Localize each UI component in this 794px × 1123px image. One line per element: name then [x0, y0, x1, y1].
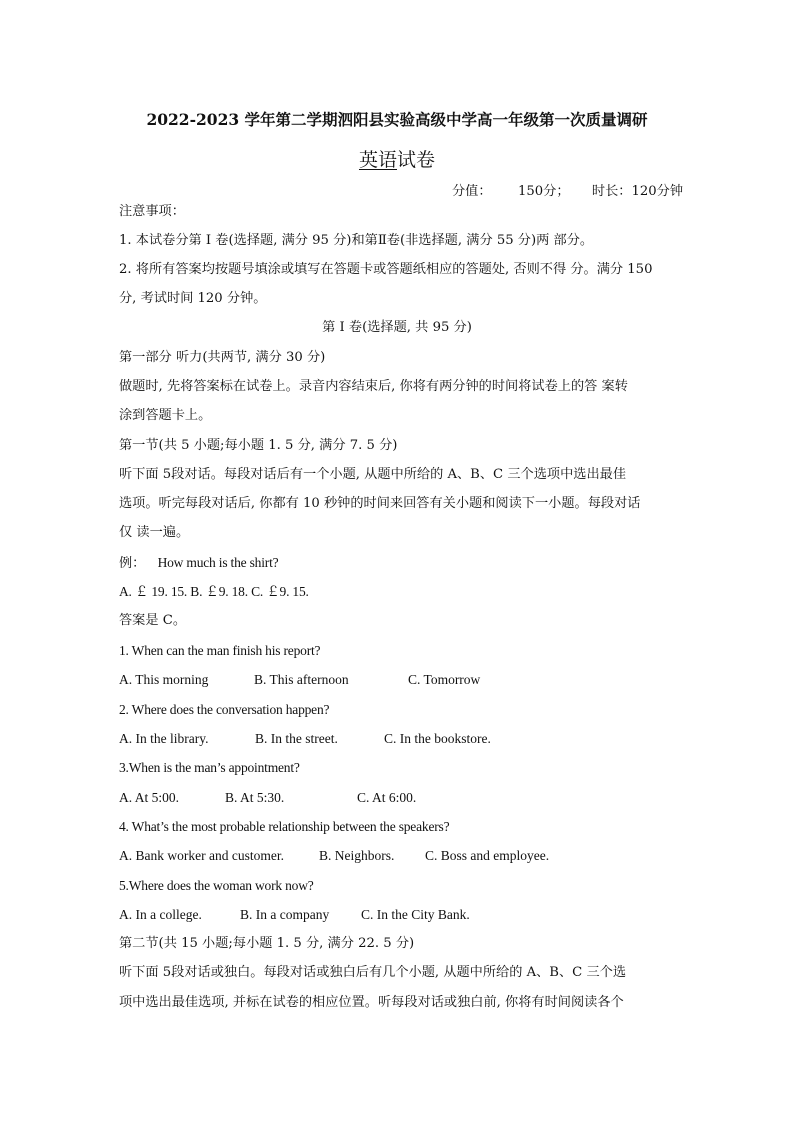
part1-heading: 第一部分 听力(共两节, 满分 30 分)	[119, 350, 326, 365]
q1-option-c[interactable]: C. Tomorrow	[408, 672, 481, 687]
example-answer: 答案是 C。	[119, 613, 187, 628]
q3-option-a[interactable]: A. At 5:00.	[119, 790, 180, 805]
notice-item-2-line-1: 2. 将所有答案均按题号填涂或填写在答题卡或答题纸相应的答题处, 否则不得 分。满分 150	[119, 262, 653, 277]
section1-intro-line-3: 仅 读一遍。	[119, 525, 190, 540]
exam-title: 2022-2023 学年第二学期泗阳县实验高级中学高一年级第一次质量调研	[146, 110, 648, 129]
section1-heading: 第一节(共 5 小题;每小题 1. 5 分, 满分 7. 5 分)	[119, 438, 398, 453]
subject-underlined: 英语	[358, 149, 397, 171]
subject-rest: 试卷	[397, 149, 436, 171]
question-5: 5.Where does the woman work now?	[119, 878, 314, 893]
part1-intro-line-2: 涂到答题卡上。	[119, 408, 212, 423]
q5-option-c[interactable]: C. In the City Bank.	[361, 907, 470, 922]
q1-option-b[interactable]: B. This afternoon	[254, 672, 349, 687]
example-question: How much is the shirt?	[157, 555, 279, 570]
notice-item-2-line-2: 分, 考试时间 120 分钟。	[119, 291, 267, 306]
score-label: 分值：	[452, 184, 492, 199]
example-line	[119, 554, 278, 573]
q4-option-a[interactable]: A. Bank worker and customer.	[119, 848, 284, 863]
section2-heading: 第二节(共 15 小题;每小题 1. 5 分, 满分 22. 5 分)	[119, 936, 415, 951]
section2-intro-line-2: 项中选出最佳选项, 并标在试卷的相应位置。听每段对话或独白前, 你将有时间阅读各个	[119, 995, 624, 1010]
example-label: 例：	[119, 556, 146, 571]
q2-option-c[interactable]: C. In the bookstore.	[384, 731, 491, 746]
q4-option-c[interactable]: C. Boss and employee.	[425, 848, 550, 863]
question-4: 4. What’s the most probable relationship between the speakers?	[119, 819, 450, 834]
question-3: 3.When is the man’s appointment?	[119, 760, 300, 775]
section2-intro-line-1: 听下面 5段对话或独白。每段对话或独白后有几个小题, 从题中所给的 A、B、C 三个选	[119, 965, 627, 980]
section1-intro-line-2: 选项。听完每段对话后, 你都有 10 秒钟的时间来回答有关小题和阅读下一小题。每段对话	[119, 496, 641, 511]
q5-option-b[interactable]: B. In a company	[240, 907, 330, 922]
time-label: 时长：120分钟	[591, 184, 684, 199]
q3-option-b[interactable]: B. At 5:30.	[225, 790, 285, 805]
q1-option-a[interactable]: A. This morning	[119, 672, 209, 687]
notice-item-1: 1. 本试卷分第 I 卷(选择题, 满分 95 分)和第Ⅱ卷(非选择题, 满分 55 分)两 部分。	[119, 233, 594, 248]
q4-option-b[interactable]: B. Neighbors.	[319, 848, 395, 863]
exam-subject	[0, 148, 794, 172]
score-time-line	[452, 183, 683, 201]
q5-option-a[interactable]: A. In a college.	[119, 907, 202, 922]
question-2: 2. Where does the conversation happen?	[119, 702, 330, 717]
example-options: A. ￡ 19. 15. B. ￡9. 18. C. ￡9. 15.	[119, 584, 309, 599]
q2-option-b[interactable]: B. In the street.	[255, 731, 338, 746]
q2-option-a[interactable]: A. In the library.	[119, 731, 209, 746]
score-value: 150分；	[517, 184, 570, 199]
volume1-heading: 第 I 卷(选择题, 共 95 分)	[322, 320, 472, 335]
question-1: 1. When can the man finish his report?	[119, 643, 321, 658]
section1-intro-line-1: 听下面 5段对话。每段对话后有一个小题, 从题中所给的 A、B、C 三个选项中选出最佳	[119, 467, 627, 482]
part1-intro-line-1: 做题时, 先将答案标在试卷上。录音内容结束后, 你将有两分钟的时间将试卷上的答 案转	[119, 379, 628, 394]
notice-heading: 注意事项：	[119, 204, 185, 219]
q3-option-c[interactable]: C. At 6:00.	[357, 790, 417, 805]
